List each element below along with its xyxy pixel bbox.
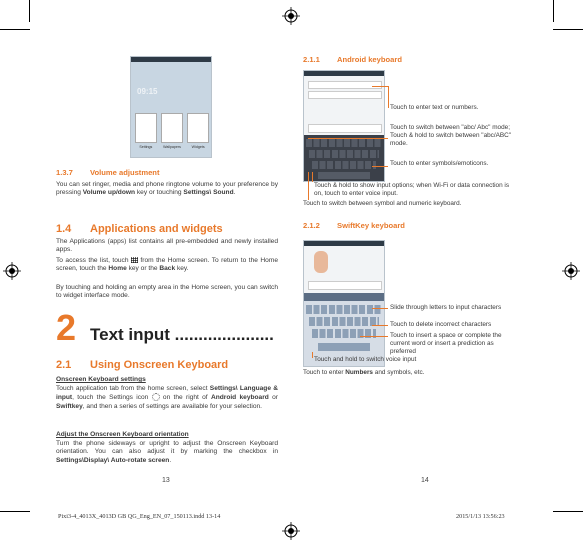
callout-line [372, 325, 388, 326]
crop-mark [0, 29, 30, 30]
crop-mark [553, 0, 554, 22]
crop-mark [0, 511, 30, 512]
chapter-title: Text input ..................... [90, 325, 274, 344]
callout-line [388, 86, 389, 108]
section-heading-1-4: 1.4 Applications and widgets [56, 223, 223, 235]
registration-mark-icon [562, 262, 580, 280]
callout-line [372, 308, 388, 309]
section-heading-2-1: 2.1 Using Onscreen Keyboard [56, 359, 229, 371]
section-heading-1-3-7: 1.3.7 Volume adjustment [56, 168, 160, 177]
registration-mark-icon [3, 262, 21, 280]
annotation-symbol-numeric: Touch to switch between symbol and numeric keyboard. [303, 200, 462, 207]
paragraph-orientation: Turn the phone sideways or upright to adjust the Onscreen Keyboard orientation. You can also adjust it by marking the checkbox in Settings\Display\ Auto-rotate screen. [56, 440, 278, 464]
screenshot-label: Wallpapers [163, 145, 181, 149]
paragraph-apps-1: The Applications (apps) list contains all pre-embedded and newly installed apps. [56, 238, 278, 254]
annotation-space: Touch to insert a space or complete the current word or insert a prediction as preferred [390, 332, 502, 355]
crop-mark [29, 0, 30, 22]
paragraph-apps-2: To access the list, touch from the Home screen. To return to the Home screen, touch the Home key or the Back key. [56, 257, 278, 273]
annotation-abc-switch: Touch to switch between "abc/ Abc" mode; Touch & hold to switch between "abc/ABC" mode. [390, 124, 512, 147]
registration-mark-icon [282, 522, 300, 540]
screenshot-label: Settings [139, 145, 153, 149]
section-heading-2-1-1: 2.1.1 Android keyboard [303, 55, 402, 64]
subheading-orientation: Adjust the Onscreen Keyboard orientation [56, 431, 189, 438]
paragraph-apps-3: By touching and holding an empty area in the Home screen, you can switch to widget interface mode. [56, 284, 278, 300]
chapter-heading [56, 307, 274, 348]
section-heading-2-1-2: 2.1.2 SwiftKey keyboard [303, 221, 405, 230]
annotation-delete: Touch to delete incorrect characters [390, 321, 492, 328]
callout-line [308, 138, 388, 139]
annotation-text-input: Touch to enter text or numbers. [390, 104, 479, 111]
crop-mark [553, 511, 583, 512]
footer-filename: Pixi3-4_4013X_4013D GB QG_Eng_EN_07_150113.indd 13-14 [58, 513, 221, 520]
paragraph-volume: You can set ringer, media and phone ringtone volume to your preference by pressing Volume up/down key or touching Settings\ Sound. [56, 181, 278, 197]
footer-date: 2015/1/13 13:56:23 [456, 513, 505, 520]
callout-line [312, 352, 313, 358]
swiftkey-keyboard-screenshot [303, 240, 385, 367]
apps-grid-icon [131, 257, 138, 263]
annotation-slide: Slide through letters to input characters [390, 304, 502, 311]
annotation-voice: Touch and hold to switch voice input [314, 356, 417, 363]
crop-mark [553, 29, 583, 30]
subheading-keyboard-settings: Onscreen Keyboard settings [56, 376, 146, 383]
chapter-number: 2 [56, 307, 77, 348]
screenshot-label: Widgets [191, 145, 205, 149]
settings-gear-icon [152, 393, 160, 401]
home-screen-screenshot: 09:15 Settings Wallpapers Widgets [130, 56, 212, 158]
annotation-numbers: Touch to enter Numbers and symbols, etc. [303, 369, 425, 376]
page-number-left: 13 [162, 477, 170, 484]
annotation-input-options: Touch & hold to show input options; when Wi-Fi or data connection is on, touch to enter voice input. [314, 182, 510, 197]
page-number-right: 14 [421, 477, 429, 484]
callout-line [360, 336, 388, 337]
callout-line [372, 166, 388, 167]
registration-mark-icon [282, 7, 300, 25]
callout-line [372, 86, 388, 87]
callout-line [312, 172, 313, 182]
callout-line [308, 172, 309, 200]
annotation-symbols: Touch to enter symbols/emoticons. [390, 160, 489, 167]
paragraph-keyboard-settings: Touch application tab from the home screen, select Settings\ Language & input, touch the Settings icon on the right of Android keyboard or Swiftkey, and then a series of settings are available for your selection. [56, 385, 278, 410]
